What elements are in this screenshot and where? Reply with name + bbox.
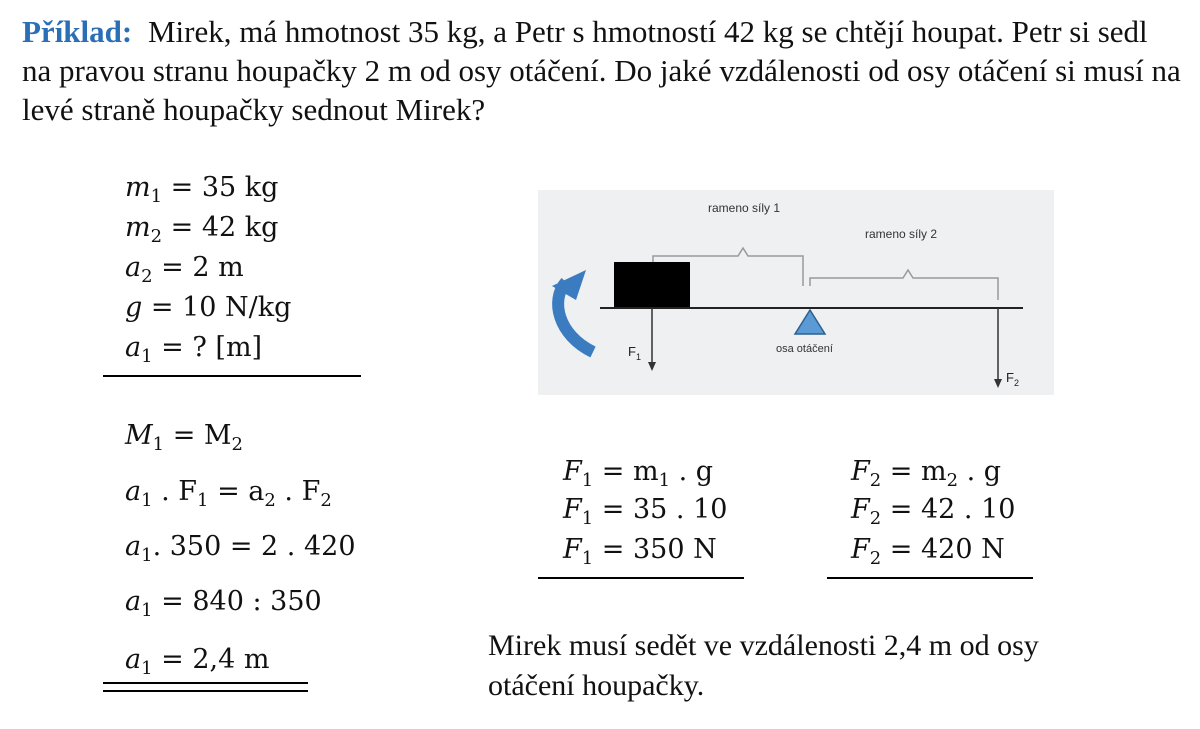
solution-step-3: $a_1$. 350 = 2 . 420: [125, 531, 356, 566]
given-m1: $m_1 = 35$ kg: [125, 172, 279, 207]
solution-step-4: $a_1 = 840$ : 350: [125, 586, 322, 621]
solution-result: $a_1 = 2,4$ m: [125, 644, 270, 679]
conclusion-text: Mirek musí sedět ve vzdálenosti 2,4 m od osy otáčení houpačky.: [488, 629, 1039, 702]
result-underline-1: [103, 682, 308, 684]
f2-label: $F_2$: [1006, 370, 1019, 388]
f2-formula: $F_2 = m_2$ . g: [851, 456, 1002, 491]
problem-statement: [22, 12, 1182, 129]
weight-block: [614, 262, 690, 308]
given-a2: $a_2 = 2$ m: [125, 252, 244, 287]
f2-substitution: $F_2 = 42$ . 10: [851, 494, 1016, 529]
arm2-label: rameno síly 2: [865, 227, 938, 241]
problem-label: Příklad:: [22, 14, 133, 49]
f2-result: $F_2 = 420$ N: [851, 534, 1005, 569]
arm1-label: rameno síly 1: [708, 201, 781, 215]
result-underline-2: [103, 690, 308, 692]
f2-underline: [827, 577, 1033, 579]
given-divider: [103, 375, 361, 377]
f1-result: $F_1 = 350$ N: [563, 534, 717, 569]
axis-label: osa otáčení: [776, 343, 833, 355]
solution-step-1: $M_1 = M_2$: [125, 420, 243, 455]
f1-substitution: $F_1 = 35$ . 10: [563, 494, 728, 529]
given-g: g = 10 N/kg: [125, 292, 292, 323]
given-a1: $a_1$ = ? [m]: [125, 332, 263, 367]
given-m2: $m_2 = 42$ kg: [125, 212, 279, 247]
f1-label: $F_1$: [628, 344, 641, 362]
f1-formula: $F_1 = m_1$ . g: [563, 456, 714, 491]
problem-text: Mirek, má hmotnost 35 kg, a Petr s hmotností 42 kg se chtějí houpat. Petr si sedl na pravou stranu houpačky 2 m od osy otáčení. Do jaké vzdálenosti od osy otáčení si musí na levé straně houpačky sednout Mirek?: [22, 14, 1181, 127]
solution-step-2: $a_1$ . $F_1 = a_2$ . $F_2$: [125, 476, 332, 511]
seesaw-diagram: [538, 190, 1054, 395]
f1-underline: [538, 577, 744, 579]
